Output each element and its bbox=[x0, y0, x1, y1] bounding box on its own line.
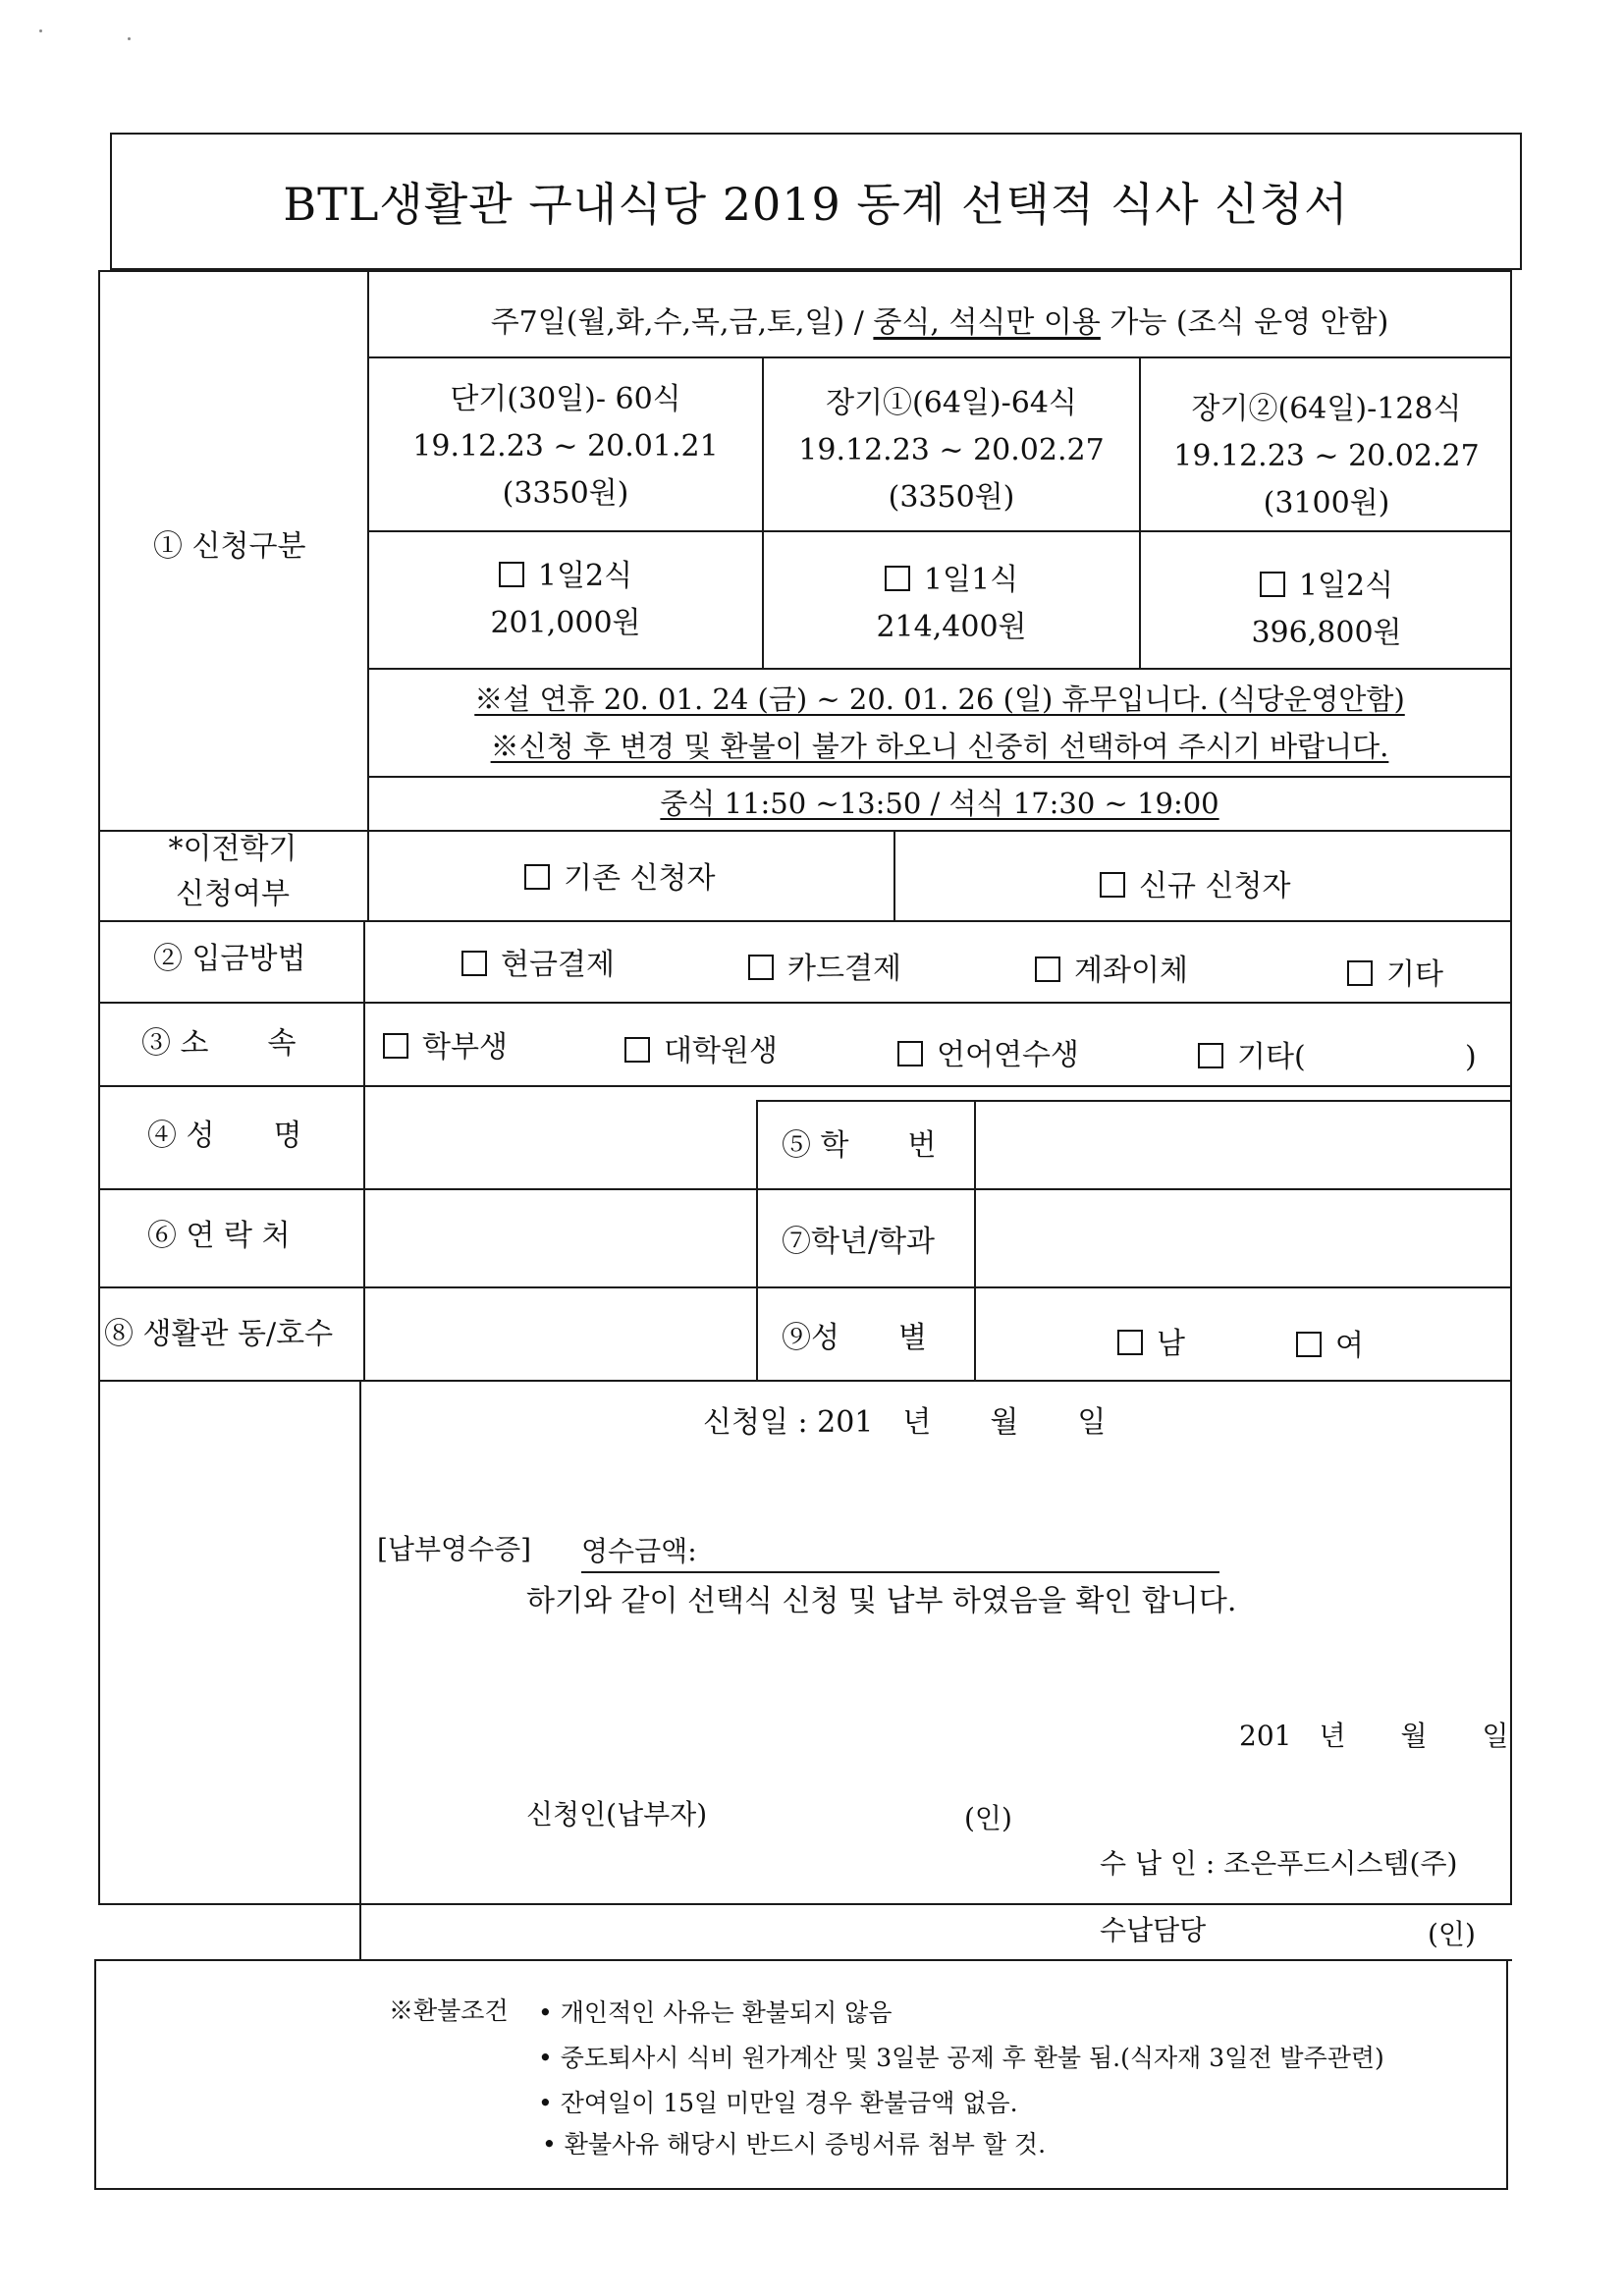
form-title: BTL생활관 구내식당 2019 동계 선택적 식사 신청서 bbox=[283, 178, 1349, 231]
application-date: 신청일 : 201 년 월 일 bbox=[703, 1405, 1107, 1440]
received-amount-line bbox=[581, 1571, 1219, 1573]
gender-female-option[interactable]: 여 bbox=[1296, 1328, 1364, 1365]
scan-speck bbox=[128, 37, 131, 40]
payment-cash-option[interactable]: 현금결제 bbox=[461, 947, 615, 984]
contact-input[interactable] bbox=[365, 1190, 754, 1285]
affiliation-other-close-paren: ) bbox=[1465, 1040, 1477, 1074]
affiliation-language-option[interactable]: 언어연수생 bbox=[897, 1037, 1079, 1074]
payment-transfer-option[interactable]: 계좌이체 bbox=[1035, 953, 1188, 990]
affiliation-label: ③ 소 속 bbox=[141, 1026, 297, 1061]
scan-speck bbox=[39, 29, 42, 32]
checkbox[interactable] bbox=[1198, 1043, 1223, 1068]
manager-seal: (인) bbox=[1428, 1918, 1476, 1950]
checkbox[interactable] bbox=[383, 1033, 408, 1059]
plan-unit-price: (3100원) bbox=[1263, 486, 1390, 520]
received-amount-label: 영수금액: bbox=[581, 1535, 697, 1567]
checkbox[interactable] bbox=[1117, 1330, 1143, 1355]
new-applicant-option[interactable]: 신규 신청자 bbox=[1100, 868, 1290, 905]
gender-male-option[interactable]: 남 bbox=[1117, 1326, 1185, 1363]
name-input[interactable] bbox=[365, 1087, 754, 1186]
plan-amount: 396,800원 bbox=[1251, 616, 1402, 650]
operation-days-header: 주7일(월,화,수,목,금,토,일) / 중식, 석식만 이용 가능 (조식 운영 안함) bbox=[490, 305, 1389, 340]
refund-conditions-title: ※환불조건 bbox=[389, 1996, 509, 2025]
payment-other-option[interactable]: 기타 bbox=[1347, 957, 1443, 994]
grade-department-input[interactable] bbox=[976, 1190, 1510, 1285]
dorm-room-label: ⑧ 생활관 동/호수 bbox=[104, 1317, 334, 1351]
plan-period: 19.12.23 ~ 20.01.21 bbox=[412, 429, 719, 464]
plan-unit-price: (3350원) bbox=[888, 480, 1015, 515]
previous-semester-label-line2: 신청여부 bbox=[176, 877, 290, 911]
section-apply-type-label: ① 신청구분 bbox=[153, 529, 306, 564]
checkbox[interactable] bbox=[624, 1037, 650, 1063]
refund-condition-item: • 환불사유 해당시 반드시 증빙서류 첨부 할 것. bbox=[542, 2130, 1047, 2159]
student-id-input[interactable] bbox=[976, 1102, 1510, 1186]
refund-warning-notice: ※신청 후 변경 및 환불이 불가 하오니 신중히 선택하여 주시기 바랍니다. bbox=[490, 730, 1389, 763]
payment-card-option[interactable]: 카드결제 bbox=[748, 951, 901, 988]
checkbox[interactable] bbox=[1100, 872, 1125, 898]
payment-method-label: ② 입금방법 bbox=[153, 942, 306, 976]
existing-applicant-option[interactable]: 기존 신청자 bbox=[524, 860, 715, 898]
payee-company: 수 납 인 : 조은푸드시스템(주) bbox=[1100, 1847, 1458, 1880]
checkbox[interactable] bbox=[524, 864, 550, 890]
holiday-notice: ※설 연휴 20. 01. 24 (금) ~ 20. 01. 26 (일) 휴무입니다. (식당운영안함) bbox=[474, 683, 1405, 716]
checkbox[interactable] bbox=[1260, 572, 1285, 597]
plan-unit-price: (3350원) bbox=[502, 476, 629, 511]
payment-receipt-tag: [납부영수증] bbox=[377, 1533, 532, 1565]
checkbox[interactable] bbox=[748, 955, 774, 980]
contact-label: ⑥ 연 락 처 bbox=[147, 1219, 291, 1253]
checkbox[interactable] bbox=[1347, 960, 1373, 986]
plan-option[interactable]: 1일1식 bbox=[764, 562, 1139, 599]
receipt-date: 201 년 월 일 bbox=[1239, 1720, 1509, 1752]
plan-period: 19.12.23 ~ 20.02.27 bbox=[1173, 439, 1480, 473]
refund-condition-item: • 잔여일이 15일 미만일 경우 환불금액 없음. bbox=[538, 2089, 1018, 2117]
applicant-label: 신청인(납부자) bbox=[526, 1798, 708, 1831]
previous-semester-label-line1: *이전학기 bbox=[168, 832, 298, 866]
plan-amount: 201,000원 bbox=[490, 606, 641, 640]
affiliation-other-option[interactable]: 기타( bbox=[1198, 1039, 1306, 1076]
applicant-seal: (인) bbox=[964, 1802, 1012, 1834]
plan-amount: 214,400원 bbox=[876, 610, 1027, 644]
checkbox[interactable] bbox=[1296, 1332, 1322, 1357]
plan-period: 19.12.23 ~ 20.02.27 bbox=[798, 433, 1105, 467]
affiliation-grad-option[interactable]: 대학원생 bbox=[624, 1033, 778, 1070]
plan-name: 장기①(64일)-64식 bbox=[826, 386, 1077, 420]
gender-label: ⑨성 별 bbox=[782, 1321, 927, 1355]
name-label: ④ 성 명 bbox=[147, 1119, 302, 1153]
refund-condition-item: • 중도퇴사시 식비 원가계산 및 3일분 공제 후 환불 됨.(식자재 3일전 발주관련) bbox=[538, 2044, 1384, 2072]
checkbox[interactable] bbox=[1035, 957, 1060, 982]
plan-name: 장기②(64일)-128식 bbox=[1191, 392, 1462, 426]
student-id-label: ⑤ 학 번 bbox=[782, 1128, 937, 1163]
confirmation-text: 하기와 같이 선택식 신청 및 납부 하였음을 확인 합니다. bbox=[526, 1584, 1237, 1618]
checkbox[interactable] bbox=[461, 951, 487, 976]
checkbox[interactable] bbox=[897, 1041, 923, 1066]
plan-option[interactable]: 1일2식 bbox=[369, 558, 762, 595]
checkbox[interactable] bbox=[885, 566, 910, 591]
meal-hours: 중식 11:50 ~13:50 / 석식 17:30 ~ 19:00 bbox=[660, 787, 1219, 820]
plan-name: 단기(30일)- 60식 bbox=[450, 382, 681, 416]
payment-manager-label: 수납담당 bbox=[1100, 1914, 1207, 1946]
affiliation-undergrad-option[interactable]: 학부생 bbox=[383, 1029, 508, 1066]
grade-department-label: ⑦학년/학과 bbox=[782, 1225, 936, 1259]
dorm-room-input[interactable] bbox=[365, 1288, 754, 1378]
checkbox[interactable] bbox=[499, 562, 524, 587]
refund-condition-item: • 개인적인 사유는 환불되지 않음 bbox=[538, 1998, 893, 2027]
plan-option[interactable]: 1일2식 bbox=[1141, 568, 1512, 605]
